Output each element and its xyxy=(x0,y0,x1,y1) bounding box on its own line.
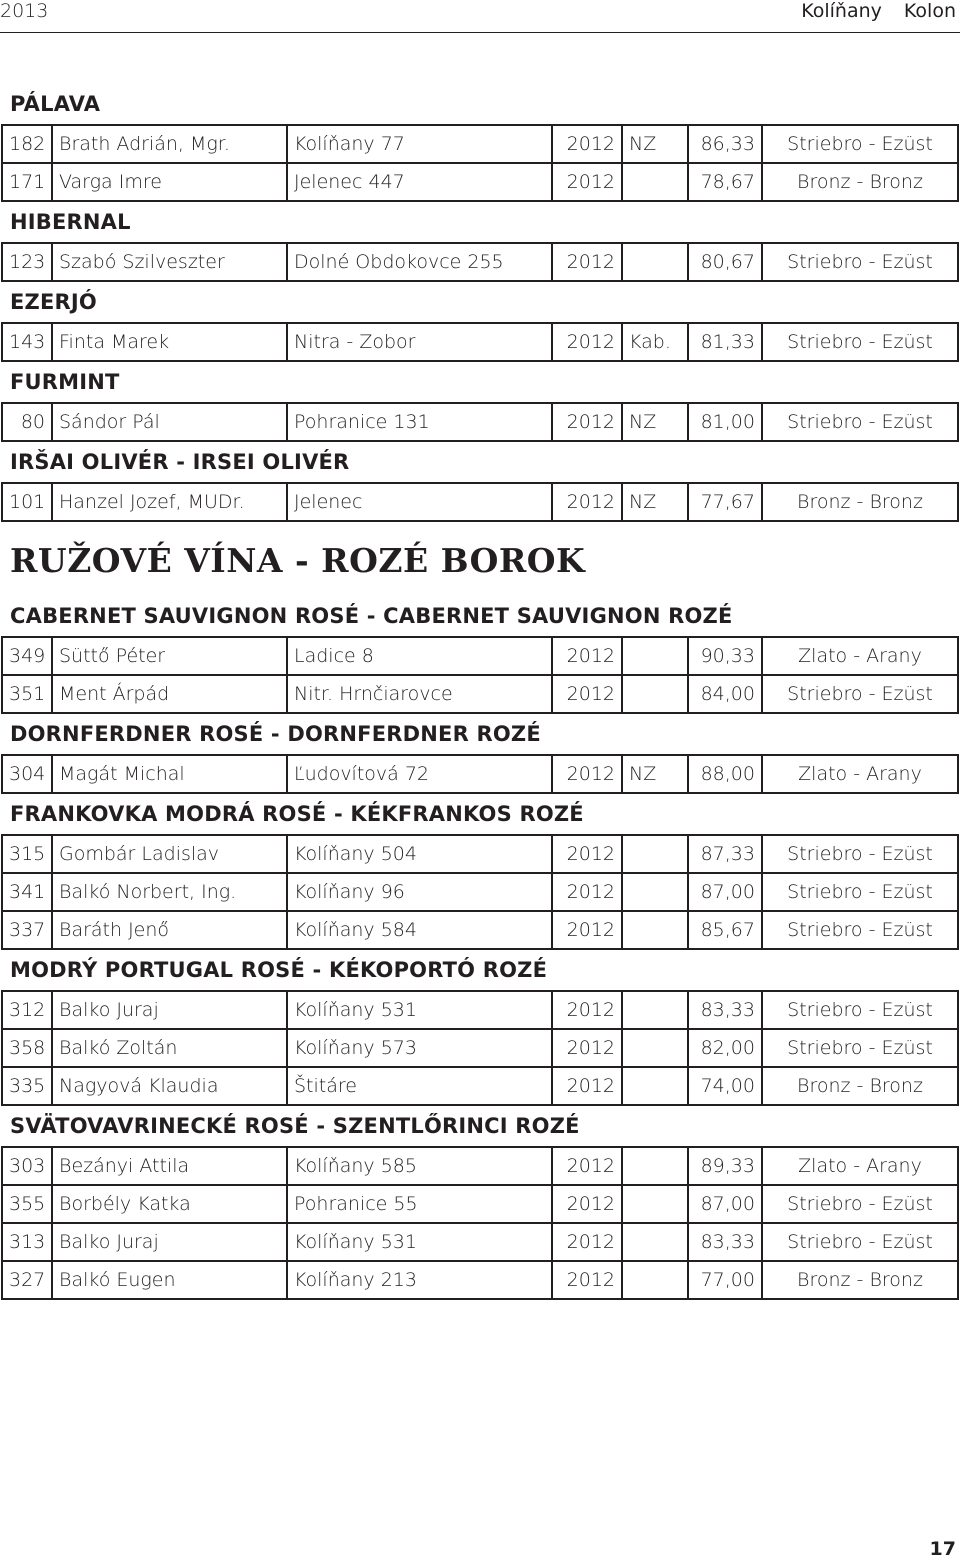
vintage-year-cell: 2012 xyxy=(552,1147,622,1185)
producer-address-cell: Jelenec xyxy=(287,483,552,521)
producer-address-cell: Nitra - Zobor xyxy=(287,323,552,361)
medal-cell: Striebro - Ezüst xyxy=(762,911,958,949)
header-divider xyxy=(0,32,960,33)
table-row xyxy=(2,911,958,949)
medal-cell: Striebro - Ezüst xyxy=(762,1185,958,1223)
header-right xyxy=(801,0,956,22)
medal-cell: Zlato - Arany xyxy=(762,637,958,675)
producer-name-cell: Balkó Eugen xyxy=(52,1261,287,1299)
producer-name-cell: Hanzel Jozef, MUDr. xyxy=(52,483,287,521)
results-table xyxy=(1,990,959,1106)
producer-name-cell: Sándor Pál xyxy=(52,403,287,441)
results-table xyxy=(1,124,959,202)
producer-name-cell: Borbély Katka xyxy=(52,1185,287,1223)
medal-cell: Zlato - Arany xyxy=(762,755,958,793)
entry-number-cell: 341 xyxy=(2,873,52,911)
wine-note-cell xyxy=(622,835,688,873)
vintage-year-cell: 2012 xyxy=(552,125,622,163)
results-content xyxy=(0,84,960,1300)
producer-address-cell: Ladice 8 xyxy=(287,637,552,675)
producer-address-cell: Kolíňany 585 xyxy=(287,1147,552,1185)
results-table xyxy=(1,242,959,282)
producer-address-cell: Kolíňany 96 xyxy=(287,873,552,911)
score-cell: 77,67 xyxy=(688,483,762,521)
medal-cell: Striebro - Ezüst xyxy=(762,1029,958,1067)
category-title: DORNFERDNER ROSÉ - DORNFERDNER ROZÉ xyxy=(10,722,541,746)
table-row xyxy=(2,835,958,873)
vintage-year-cell: 2012 xyxy=(552,243,622,281)
medal-cell: Striebro - Ezüst xyxy=(762,835,958,873)
section-title: RUŽOVÉ VÍNA - ROZÉ BOROK xyxy=(10,541,586,580)
entry-number-cell: 101 xyxy=(2,483,52,521)
medal-cell: Bronz - Bronz xyxy=(762,163,958,201)
results-table xyxy=(1,322,959,362)
category-title: FRANKOVKA MODRÁ ROSÉ - KÉKFRANKOS ROZÉ xyxy=(10,802,584,826)
wine-note-cell: NZ xyxy=(622,125,688,163)
wine-note-cell xyxy=(622,1029,688,1067)
score-cell: 83,33 xyxy=(688,991,762,1029)
vintage-year-cell: 2012 xyxy=(552,1185,622,1223)
entry-number-cell: 143 xyxy=(2,323,52,361)
producer-address-cell: Kolíňany 531 xyxy=(287,991,552,1029)
score-cell: 74,00 xyxy=(688,1067,762,1105)
entry-number-cell: 304 xyxy=(2,755,52,793)
producer-name-cell: Balko Juraj xyxy=(52,1223,287,1261)
vintage-year-cell: 2012 xyxy=(552,873,622,911)
table-row xyxy=(2,1029,958,1067)
table-row xyxy=(2,755,958,793)
category-title: EZERJÓ xyxy=(10,290,97,314)
score-cell: 87,33 xyxy=(688,835,762,873)
score-cell: 90,33 xyxy=(688,637,762,675)
score-cell: 86,33 xyxy=(688,125,762,163)
producer-name-cell: Nagyová Klaudia xyxy=(52,1067,287,1105)
vintage-year-cell: 2012 xyxy=(552,637,622,675)
score-cell: 89,33 xyxy=(688,1147,762,1185)
medal-cell: Zlato - Arany xyxy=(762,1147,958,1185)
entry-number-cell: 312 xyxy=(2,991,52,1029)
category-title: IRŠAI OLIVÉR - IRSEI OLIVÉR xyxy=(10,450,350,474)
table-row xyxy=(2,1067,958,1105)
producer-name-cell: Balkó Norbert, Ing. xyxy=(52,873,287,911)
entry-number-cell: 313 xyxy=(2,1223,52,1261)
vintage-year-cell: 2012 xyxy=(552,1067,622,1105)
producer-address-cell: Nitr. Hrnčiarovce xyxy=(287,675,552,713)
results-table xyxy=(1,482,959,522)
medal-cell: Striebro - Ezüst xyxy=(762,873,958,911)
results-table xyxy=(1,1146,959,1300)
page-number: 17 xyxy=(929,1538,956,1560)
score-cell: 84,00 xyxy=(688,675,762,713)
medal-cell: Striebro - Ezüst xyxy=(762,243,958,281)
medal-cell: Striebro - Ezüst xyxy=(762,675,958,713)
wine-note-cell: Kab. xyxy=(622,323,688,361)
score-cell: 81,00 xyxy=(688,403,762,441)
vintage-year-cell: 2012 xyxy=(552,403,622,441)
vintage-year-cell: 2012 xyxy=(552,755,622,793)
wine-note-cell: NZ xyxy=(622,403,688,441)
category-title: MODRÝ PORTUGAL ROSÉ - KÉKOPORTÓ ROZÉ xyxy=(10,958,548,982)
score-cell: 88,00 xyxy=(688,755,762,793)
score-cell: 77,00 xyxy=(688,1261,762,1299)
score-cell: 87,00 xyxy=(688,873,762,911)
producer-address-cell: Kolíňany 213 xyxy=(287,1261,552,1299)
results-table xyxy=(1,636,959,714)
medal-cell: Striebro - Ezüst xyxy=(762,323,958,361)
wine-note-cell xyxy=(622,637,688,675)
medal-cell: Bronz - Bronz xyxy=(762,1067,958,1105)
producer-address-cell: Kolíňany 573 xyxy=(287,1029,552,1067)
header-title: Kolon xyxy=(903,0,956,22)
entry-number-cell: 358 xyxy=(2,1029,52,1067)
entry-number-cell: 80 xyxy=(2,403,52,441)
table-row xyxy=(2,1223,958,1261)
producer-address-cell: Dolné Obdokovce 255 xyxy=(287,243,552,281)
producer-name-cell: Varga Imre xyxy=(52,163,287,201)
producer-address-cell: Kolíňany 531 xyxy=(287,1223,552,1261)
score-cell: 85,67 xyxy=(688,911,762,949)
table-row xyxy=(2,675,958,713)
vintage-year-cell: 2012 xyxy=(552,1029,622,1067)
table-row xyxy=(2,991,958,1029)
producer-address-cell: Ľudovítová 72 xyxy=(287,755,552,793)
wine-note-cell: NZ xyxy=(622,483,688,521)
producer-name-cell: Bezányi Attila xyxy=(52,1147,287,1185)
entry-number-cell: 355 xyxy=(2,1185,52,1223)
wine-note-cell xyxy=(622,873,688,911)
vintage-year-cell: 2012 xyxy=(552,163,622,201)
wine-note-cell xyxy=(622,1067,688,1105)
producer-name-cell: Balko Juraj xyxy=(52,991,287,1029)
entry-number-cell: 335 xyxy=(2,1067,52,1105)
table-row xyxy=(2,1261,958,1299)
entry-number-cell: 303 xyxy=(2,1147,52,1185)
wine-note-cell xyxy=(622,1185,688,1223)
entry-number-cell: 351 xyxy=(2,675,52,713)
score-cell: 83,33 xyxy=(688,1223,762,1261)
entry-number-cell: 182 xyxy=(2,125,52,163)
header-year: 2013 xyxy=(0,0,49,22)
producer-name-cell: Gombár Ladislav xyxy=(52,835,287,873)
wine-note-cell xyxy=(622,163,688,201)
producer-name-cell: Szabó Szilveszter xyxy=(52,243,287,281)
running-header xyxy=(0,0,960,28)
entry-number-cell: 327 xyxy=(2,1261,52,1299)
header-location: Kolíňany xyxy=(801,0,882,22)
entry-number-cell: 349 xyxy=(2,637,52,675)
table-row xyxy=(2,163,958,201)
results-table xyxy=(1,402,959,442)
score-cell: 80,67 xyxy=(688,243,762,281)
wine-note-cell xyxy=(622,1261,688,1299)
entry-number-cell: 171 xyxy=(2,163,52,201)
producer-name-cell: Ment Árpád xyxy=(52,675,287,713)
wine-note-cell xyxy=(622,911,688,949)
wine-note-cell xyxy=(622,1147,688,1185)
wine-note-cell xyxy=(622,675,688,713)
vintage-year-cell: 2012 xyxy=(552,323,622,361)
medal-cell: Striebro - Ezüst xyxy=(762,403,958,441)
score-cell: 87,00 xyxy=(688,1185,762,1223)
entry-number-cell: 123 xyxy=(2,243,52,281)
vintage-year-cell: 2012 xyxy=(552,991,622,1029)
producer-name-cell: Finta Marek xyxy=(52,323,287,361)
score-cell: 81,33 xyxy=(688,323,762,361)
table-row xyxy=(2,243,958,281)
wine-note-cell: NZ xyxy=(622,755,688,793)
table-row xyxy=(2,403,958,441)
category-title: SVÄTOVAVRINECKÉ ROSÉ - SZENTLŐRINCI ROZÉ xyxy=(10,1114,580,1138)
results-table xyxy=(1,834,959,950)
medal-cell: Striebro - Ezüst xyxy=(762,991,958,1029)
producer-name-cell: Magát Michal xyxy=(52,755,287,793)
table-row xyxy=(2,637,958,675)
producer-address-cell: Pohranice 131 xyxy=(287,403,552,441)
vintage-year-cell: 2012 xyxy=(552,911,622,949)
wine-note-cell xyxy=(622,243,688,281)
vintage-year-cell: 2012 xyxy=(552,835,622,873)
medal-cell: Striebro - Ezüst xyxy=(762,1223,958,1261)
table-row xyxy=(2,1147,958,1185)
producer-address-cell: Kolíňany 504 xyxy=(287,835,552,873)
producer-name-cell: Brath Adrián, Mgr. xyxy=(52,125,287,163)
category-title: FURMINT xyxy=(10,370,120,394)
producer-address-cell: Kolíňany 584 xyxy=(287,911,552,949)
producer-address-cell: Štitáre xyxy=(287,1067,552,1105)
medal-cell: Bronz - Bronz xyxy=(762,1261,958,1299)
table-row xyxy=(2,873,958,911)
entry-number-cell: 337 xyxy=(2,911,52,949)
producer-address-cell: Pohranice 55 xyxy=(287,1185,552,1223)
vintage-year-cell: 2012 xyxy=(552,1223,622,1261)
vintage-year-cell: 2012 xyxy=(552,483,622,521)
results-table xyxy=(1,754,959,794)
category-title: HIBERNAL xyxy=(10,210,131,234)
producer-address-cell: Jelenec 447 xyxy=(287,163,552,201)
medal-cell: Bronz - Bronz xyxy=(762,483,958,521)
vintage-year-cell: 2012 xyxy=(552,1261,622,1299)
table-row xyxy=(2,323,958,361)
producer-name-cell: Baráth Jenő xyxy=(52,911,287,949)
score-cell: 82,00 xyxy=(688,1029,762,1067)
category-title: PÁLAVA xyxy=(10,92,101,116)
vintage-year-cell: 2012 xyxy=(552,675,622,713)
producer-name-cell: Süttő Péter xyxy=(52,637,287,675)
producer-name-cell: Balkó Zoltán xyxy=(52,1029,287,1067)
wine-note-cell xyxy=(622,991,688,1029)
score-cell: 78,67 xyxy=(688,163,762,201)
table-row xyxy=(2,1185,958,1223)
table-row xyxy=(2,483,958,521)
medal-cell: Striebro - Ezüst xyxy=(762,125,958,163)
entry-number-cell: 315 xyxy=(2,835,52,873)
wine-note-cell xyxy=(622,1223,688,1261)
category-title: CABERNET SAUVIGNON ROSÉ - CABERNET SAUVIGNON ROZÉ xyxy=(10,604,733,628)
producer-address-cell: Kolíňany 77 xyxy=(287,125,552,163)
table-row xyxy=(2,125,958,163)
